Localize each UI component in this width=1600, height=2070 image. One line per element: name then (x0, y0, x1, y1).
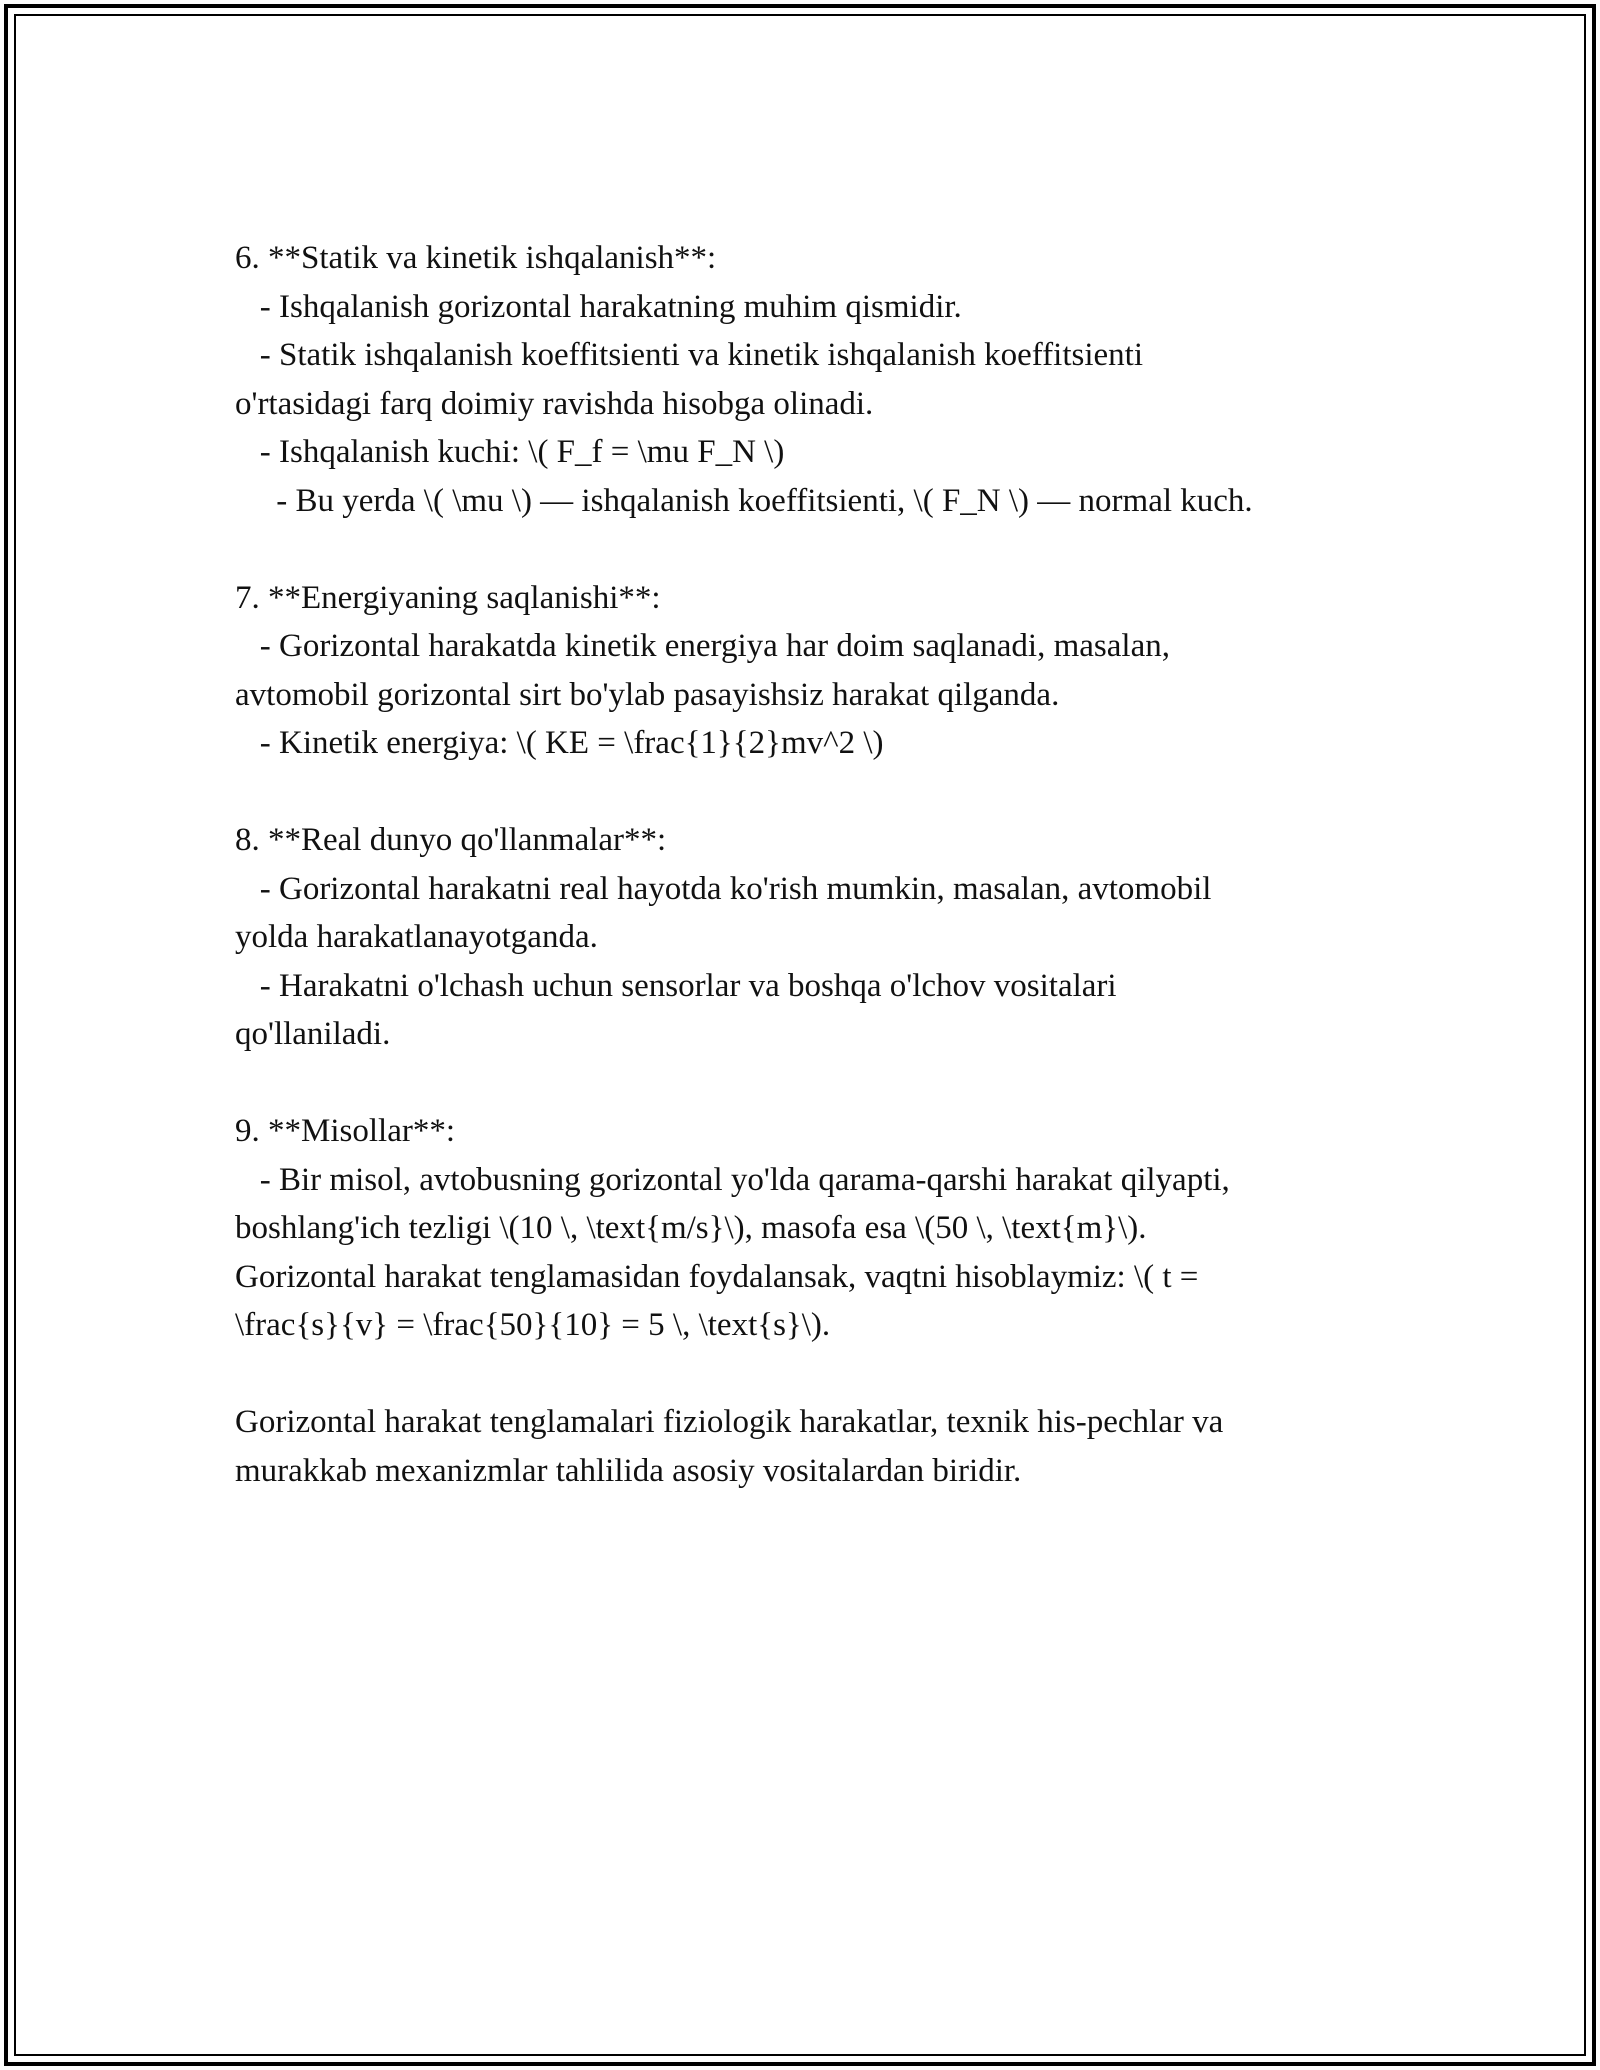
text-line: - Harakatni o'lchash uchun sensorlar va boshqa o'lchov vositalari (235, 967, 1117, 1004)
text-line: o'rtasidagi farq doimiy ravishda hisobga olinadi. (235, 385, 874, 422)
text-line: - Ishqalanish gorizontal harakatning muhim qismidir. (235, 288, 962, 325)
text-line: avtomobil gorizontal sirt bo'ylab pasayishsiz harakat qilganda. (235, 676, 1060, 713)
blank-line (235, 1350, 1395, 1399)
text-line: murakkab mexanizmlar tahlilida asosiy vositalardan biridir. (235, 1452, 1022, 1489)
blank-line (235, 768, 1395, 817)
text-line: yolda harakatlanayotganda. (235, 919, 598, 955)
text-line: 8. **Real dunyo qo'llanmalar**: (235, 822, 667, 858)
blank-line (235, 1059, 1395, 1108)
text-line: \frac{s}{v} = \frac{50}{10} = 5 \, \text{s}\). (235, 1307, 831, 1343)
text-line: qo'llaniladi. (235, 1016, 391, 1052)
text-line: - Bir misol, avtobusning gorizontal yo'lda qarama-qarshi harakat qilyapti, (235, 1161, 1230, 1198)
text-line: - Bu yerda \( \mu \) — ishqalanish koeffitsienti, \( F_N \) — normal kuch. (235, 482, 1253, 519)
text-line: boshlang'ich tezligi \(10 \, \text{m/s}\), masofa esa \(50 \, \text{m}\). (235, 1210, 1147, 1246)
text-line: Gorizontal harakat tenglamasidan foydalansak, vaqtni hisoblaymiz: \( t = (235, 1258, 1199, 1295)
text-line: - Gorizontal harakatni real hayotda ko'rish mumkin, masalan, avtomobil (235, 870, 1212, 907)
text-line: - Ishqalanish kuchi: \( F_f = \mu F_N \) (235, 434, 785, 470)
text-line: 9. **Misollar**: (235, 1113, 455, 1149)
text-line: 6. **Statik va kinetik ishqalanish**: (235, 240, 717, 276)
text-line: - Gorizontal harakatda kinetik energiya har doim saqlanadi, masalan, (235, 628, 1170, 664)
text-line: Gorizontal harakat tenglamalari fiziologik harakatlar, texnik his-pechlar va (235, 1404, 1224, 1440)
blank-line (235, 525, 1395, 574)
text-line: - Kinetik energiya: \( KE = \frac{1}{2}mv^2 \) (235, 725, 884, 761)
text-line: 7. **Energiyaning saqlanishi**: (235, 579, 661, 616)
document-body (235, 234, 1395, 1495)
text-line: - Statik ishqalanish koeffitsienti va kinetik ishqalanish koeffitsienti (235, 337, 1143, 373)
